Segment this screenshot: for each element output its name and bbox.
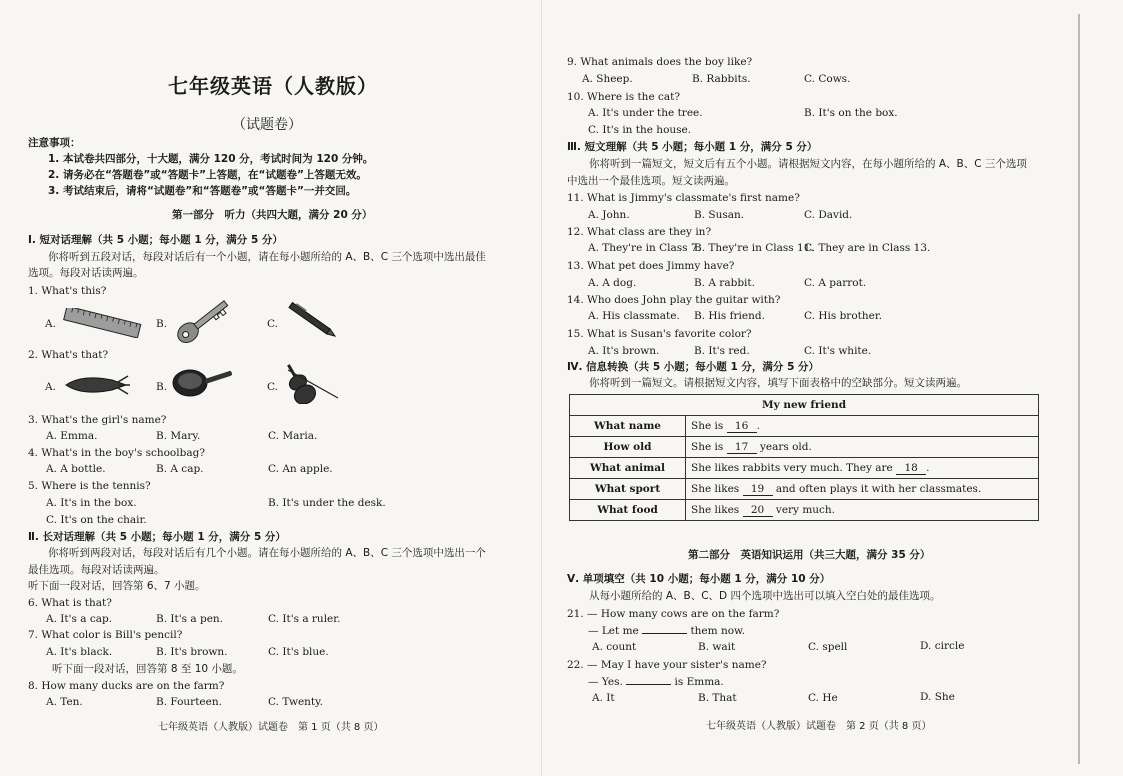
blank-21[interactable]	[642, 633, 687, 634]
section-2-lead-1: 听下面一段对话，回答第 6、7 小题。	[28, 580, 206, 592]
exam-subtitle: （试题卷）	[232, 117, 302, 133]
table-row	[570, 458, 1039, 479]
question-1: 1. What's this?	[28, 285, 107, 297]
q22-option-c: C. He	[808, 692, 838, 704]
q10-option-c: C. It's in the house.	[588, 124, 692, 136]
table-row	[570, 437, 1039, 458]
q21-option-c: C. spell	[808, 641, 848, 653]
q3-option-a: A. Emma.	[46, 430, 98, 442]
q8-option-a: A. Ten.	[46, 696, 83, 708]
q4-option-a: A. A bottle.	[46, 463, 106, 475]
q12-option-b: B. They're in Class 11.	[694, 242, 814, 254]
ruler-image	[62, 308, 142, 342]
notice-1: 1. 本试卷共四部分，十大题，满分 120 分，考试时间为 120 分钟。	[48, 153, 374, 165]
page-2-footer: 七年级英语（人教版）试题卷 第 2 页（共 8 页）	[706, 721, 932, 732]
q15-option-a: A. It's brown.	[588, 345, 660, 357]
blank-16[interactable]: 16	[727, 420, 757, 433]
question-5: 5. Where is the tennis?	[28, 480, 151, 492]
q14-option-c: C. His brother.	[804, 310, 883, 322]
section-1-instruction-cont: 选项。每段对话读两遍。	[28, 267, 144, 279]
q2-option-b-label: B.	[156, 381, 168, 393]
q15-option-c: C. It's white.	[804, 345, 872, 357]
section-1-instruction: 你将听到五段对话，每段对话后有一个小题，请在每小题所给的 A、B、C 三个选项中选出最佳	[48, 251, 486, 263]
section-3-title: Ⅲ. 短文理解（共 5 小题；每小题 1 分，满分 5 分）	[567, 141, 818, 153]
q6-option-c: C. It's a ruler.	[268, 613, 341, 625]
q5-option-c: C. It's on the chair.	[46, 514, 147, 526]
question-15: 15. What is Susan's favorite color?	[567, 328, 752, 340]
key-image	[170, 298, 236, 348]
page-seam	[541, 0, 542, 776]
section-3-instruction-cont: 中选出一个最佳选项。短文读两遍。	[567, 175, 735, 187]
q5-option-b: B. It's under the desk.	[268, 497, 386, 509]
q13-option-a: A. A dog.	[588, 277, 637, 289]
row-content-age: She is 17 years old.	[686, 437, 1039, 458]
row-content-food: She likes 20 very much.	[686, 500, 1039, 521]
section-2-instruction: 你将听到两段对话，每段对话后有几个小题。请在每小题所给的 A、B、C 三个选项中选出一个	[48, 547, 486, 559]
page-1-footer: 七年级英语（人教版）试题卷 第 1 页（共 8 页）	[158, 722, 384, 733]
section-4-instruction: 你将听到一篇短文。请根据短文内容，填写下面表格中的空缺部分。短文读两遍。	[589, 377, 967, 389]
section-1-title: Ⅰ. 短对话理解（共 5 小题；每小题 1 分，满分 5 分）	[28, 234, 283, 246]
question-12: 12. What class are they in?	[567, 226, 712, 238]
blank-22[interactable]	[626, 684, 671, 685]
q7-option-c: C. It's blue.	[268, 646, 329, 658]
info-table	[569, 394, 1039, 521]
q9-option-b: B. Rabbits.	[692, 73, 751, 85]
section-2-lead-2: 听下面一段对话，回答第 8 至 10 小题。	[52, 663, 243, 675]
question-7: 7. What color is Bill's pencil?	[28, 629, 183, 641]
table-row	[570, 500, 1039, 521]
question-14: 14. Who does John play the guitar with?	[567, 294, 781, 306]
notice-2: 2. 请务必在“答题卷”或“答题卡”上答题，在“试题卷”上答题无效。	[48, 169, 367, 181]
q22-line-2: — Yes. is Emma.	[588, 676, 724, 688]
q6-option-b: B. It's a pen.	[156, 613, 224, 625]
section-3-instruction: 你将听到一篇短文，短文后有五个小题。请根据短文内容，在每小题所给的 A、B、C 三个选项	[589, 158, 1027, 170]
blank-18[interactable]: 18	[896, 462, 926, 475]
question-13: 13. What pet does Jimmy have?	[567, 260, 735, 272]
question-10: 10. Where is the cat?	[567, 91, 680, 103]
q7-option-a: A. It's black.	[46, 646, 113, 658]
section-5-instruction: 从每小题所给的 A、B、C、D 四个选项中选出可以填入空白处的最佳选项。	[589, 590, 941, 602]
question-3: 3. What's the girl's name?	[28, 414, 167, 426]
question-11: 11. What is Jimmy's classmate's first name?	[567, 192, 800, 204]
exam-title: 七年级英语（人教版）	[168, 74, 378, 98]
q21-option-d: D. circle	[920, 640, 965, 652]
q1-option-a-label: A.	[45, 318, 56, 330]
q11-option-c: C. David.	[804, 209, 853, 221]
question-9: 9. What animals does the boy like?	[567, 56, 753, 68]
q21-line-2: — Let me them now.	[588, 625, 746, 637]
part-1-heading: 第一部分 听力（共四大题，满分 20 分）	[172, 209, 373, 221]
question-6: 6. What is that?	[28, 597, 112, 609]
carrot-image	[62, 372, 132, 402]
q10-option-a: A. It's under the tree.	[588, 107, 703, 119]
q12-option-c: C. They are in Class 13.	[804, 242, 931, 254]
row-label-animal: What animal	[570, 458, 686, 479]
q22-option-b: B. That	[698, 692, 737, 704]
scan-edge-line	[1078, 14, 1080, 764]
row-label-name: What name	[570, 416, 686, 437]
pen-image	[282, 300, 342, 344]
row-content-sport: She likes 19 and often plays it with her classmates.	[686, 479, 1039, 500]
q1-option-b-label: B.	[156, 318, 168, 330]
q1-option-c-label: C.	[267, 318, 278, 330]
q8-option-b: B. Fourteen.	[156, 696, 222, 708]
q21-option-a: A. count	[592, 641, 637, 653]
question-8: 8. How many ducks are on the farm?	[28, 680, 225, 692]
q5-option-a: A. It's in the box.	[46, 497, 137, 509]
q9-option-a: A. Sheep.	[582, 73, 633, 85]
q22-option-a: A. It	[592, 692, 615, 704]
q11-option-b: B. Susan.	[694, 209, 745, 221]
part-2-heading: 第二部分 英语知识运用（共三大题，满分 35 分）	[688, 549, 931, 561]
violin-image	[280, 362, 342, 408]
row-label-sport: What sport	[570, 479, 686, 500]
notice-title: 注意事项：	[28, 137, 81, 149]
q10-option-b: B. It's on the box.	[804, 107, 898, 119]
q14-option-a: A. His classmate.	[588, 310, 680, 322]
q7-option-b: B. It's brown.	[156, 646, 228, 658]
row-content-animal: She likes rabbits very much. They are 18 .	[686, 458, 1039, 479]
notice-3: 3. 考试结束后，请将“试题卷”和“答题卷”或“答题卡”一并交回。	[48, 185, 357, 197]
question-4: 4. What's in the boy's schoolbag?	[28, 447, 205, 459]
table-row	[570, 416, 1039, 437]
question-21: 21. — How many cows are on the farm?	[567, 608, 780, 620]
q4-option-b: B. A cap.	[156, 463, 204, 475]
blank-19[interactable]: 19	[743, 483, 773, 496]
question-2: 2. What's that?	[28, 349, 109, 361]
q8-option-c: C. Twenty.	[268, 696, 324, 708]
q22-option-d: D. She	[920, 691, 955, 703]
q14-option-b: B. His friend.	[694, 310, 765, 322]
q3-option-b: B. Mary.	[156, 430, 201, 442]
q9-option-c: C. Cows.	[804, 73, 851, 85]
q13-option-c: C. A parrot.	[804, 277, 867, 289]
table-header: My new friend	[570, 395, 1039, 416]
q4-option-c: C. An apple.	[268, 463, 333, 475]
row-content-name: She is 16 .	[686, 416, 1039, 437]
q21-option-b: B. wait	[698, 641, 736, 653]
pan-image	[170, 366, 236, 404]
q3-option-c: C. Maria.	[268, 430, 318, 442]
q6-option-a: A. It's a cap.	[46, 613, 113, 625]
q2-option-a-label: A.	[45, 381, 56, 393]
section-5-title: Ⅴ. 单项填空（共 10 小题；每小题 1 分，满分 10 分）	[567, 573, 831, 585]
blank-17[interactable]: 17	[727, 441, 757, 454]
section-2-instruction-cont: 最佳选项。每段对话读两遍。	[28, 564, 165, 576]
q13-option-b: B. A rabbit.	[694, 277, 755, 289]
q12-option-a: A. They're in Class 7.	[588, 242, 701, 254]
section-2-title: Ⅱ. 长对话理解（共 5 小题；每小题 1 分，满分 5 分）	[28, 531, 286, 543]
table-row	[570, 479, 1039, 500]
section-4-title: Ⅳ. 信息转换（共 5 小题；每小题 1 分，满分 5 分）	[567, 361, 820, 373]
q2-option-c-label: C.	[267, 381, 278, 393]
row-label-food: What food	[570, 500, 686, 521]
q15-option-b: B. It's red.	[694, 345, 750, 357]
blank-20[interactable]: 20	[743, 504, 773, 517]
page-1	[0, 0, 540, 776]
row-label-age: How old	[570, 437, 686, 458]
question-22: 22. — May I have your sister's name?	[567, 659, 767, 671]
q11-option-a: A. John.	[588, 209, 630, 221]
